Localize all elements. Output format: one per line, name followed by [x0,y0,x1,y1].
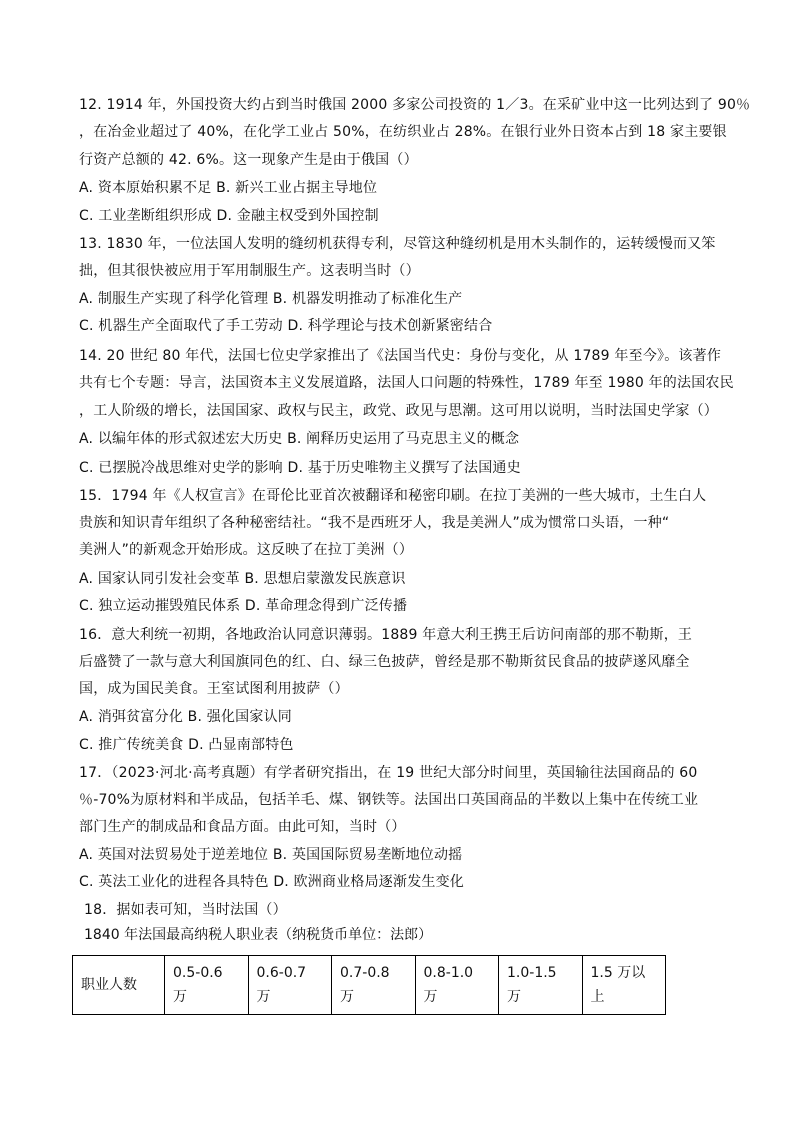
q14-line-1: 14. 20 世纪 80 年代，法国七位史学家推出了《法国当代史：身份与变化，从 1789 年至今》。该著作 [79,348,722,364]
q13-option-ab: A. 制服生产实现了科学化管理 B. 机器发明推动了标准化生产 [79,291,463,307]
q16-option-ab: A. 消弭贫富分化 B. 强化国家认同 [79,709,292,725]
q16-line-1: 16．意大利统一初期，各地政治认同意识薄弱。1889 年意大利王携王后访问南部的那不勒斯，王 [79,627,693,643]
table-row [73,956,666,1015]
q15-line-2: 贵族和知识青年组织了各种秘密结社。“我不是西班牙人，我是美洲人”成为惯常口头语，一种“ [79,515,670,531]
table-cell: 0.5-0.6 万 [165,956,249,1015]
q15-option-ab: A. 国家认同引发社会变革 B. 思想启蒙激发民族意识 [79,571,406,587]
table-cell: 0.8-1.0 万 [415,956,499,1015]
table-header-label: 职业人数 [73,956,165,1015]
table-cell: 0.6-0.7 万 [248,956,332,1015]
table-caption: 1840 年法国最高纳税人职业表（纳税货币单位：法郎） [84,927,433,943]
q12-line-2: ，在冶金业超过了 40%，在化学工业占 50%，在纺织业占 28%。在银行业外日资本占到 18 家主要银 [79,124,727,140]
table-cell: 1.5 万以上 [582,956,666,1015]
q17-line-2: ％-70%为原材料和半成品，包括羊毛、煤、钢铁等。法国出口英国商品的半数以上集中在传统工业 [79,792,699,808]
q13-option-cd: C. 机器生产全面取代了手工劳动 D. 科学理论与技术创新紧密结合 [79,318,493,334]
q15-line-1: 15．1794 年《人权宣言》在哥伦比亚首次被翻译和秘密印刷。在拉丁美洲的一些大城市，土生白人 [79,488,707,504]
q13-line-2: 拙，但其很快被应用于军用制服生产。这表明当时（） [79,263,420,279]
q15-option-cd: C. 独立运动摧毁殖民体系 D. 革命理念得到广泛传播 [79,598,408,614]
q17-option-ab: A. 英国对法贸易处于逆差地位 B. 英国国际贸易垄断地位动摇 [79,847,463,863]
taxpayer-table [72,955,666,1015]
q12-line-1: 12. 1914 年，外国投资大约占到当时俄国 2000 多家公司投资的 1／3。在采矿业中这一比列达到了 90％ [79,97,751,113]
q15-line-3: 美洲人”的新观念开始形成。这反映了在拉丁美洲（） [79,542,414,558]
table-cell: 1.0-1.5 万 [499,956,583,1015]
q17-line-3: 部门生产的制成品和食品方面。由此可知，当时（） [79,819,406,835]
table-cell: 0.7-0.8 万 [332,956,416,1015]
q13-line-1: 13. 1830 年，一位法国人发明的缝纫机获得专利，尽管这种缝纫机是用木头制作的，运转缓慢而又笨 [79,236,716,252]
q17-line-1: 17．（2023·河北·高考真题）有学者研究指出，在 19 世纪大部分时间里，英国输往法国商品的 60 [79,765,698,781]
q14-option-cd: C. 已摆脱冷战思维对史学的影响 D. 基于历史唯物主义撰写了法国通史 [79,460,521,476]
q16-line-3: 国，成为国民美食。王室试图利用披萨（） [79,681,349,697]
q18-line-1: 18．据如表可知，当时法国（） [84,902,287,918]
q12-option-ab: A. 资本原始积累不足 B. 新兴工业占据主导地位 [79,180,378,196]
q14-line-3: ，工人阶级的增长，法国国家、政权与民主，政党、政见与思潮。这可用以说明，当时法国史学家（） [79,403,718,419]
q16-line-2: 后盛赞了一款与意大利国旗同色的红、白、绿三色披萨，曾经是那不勒斯贫民食品的披萨遂风靡全 [79,654,690,670]
q12-option-cd: C. 工业垄断组织形成 D. 金融主权受到外国控制 [79,208,379,224]
q16-option-cd: C. 推广传统美食 D. 凸显南部特色 [79,737,294,753]
q17-option-cd: C. 英法工业化的进程各具特色 D. 欧洲商业格局逐渐发生变化 [79,874,465,890]
q14-line-2: 共有七个专题：导言，法国资本主义发展道路，法国人口问题的特殊性，1789 年至 1980 年的法国农民 [79,375,734,391]
q14-option-ab: A. 以编年体的形式叙述宏大历史 B. 阐释历史运用了马克思主义的概念 [79,431,520,447]
q12-line-3: 行资产总额的 42. 6%。这一现象产生是由于俄国（） [79,152,418,168]
